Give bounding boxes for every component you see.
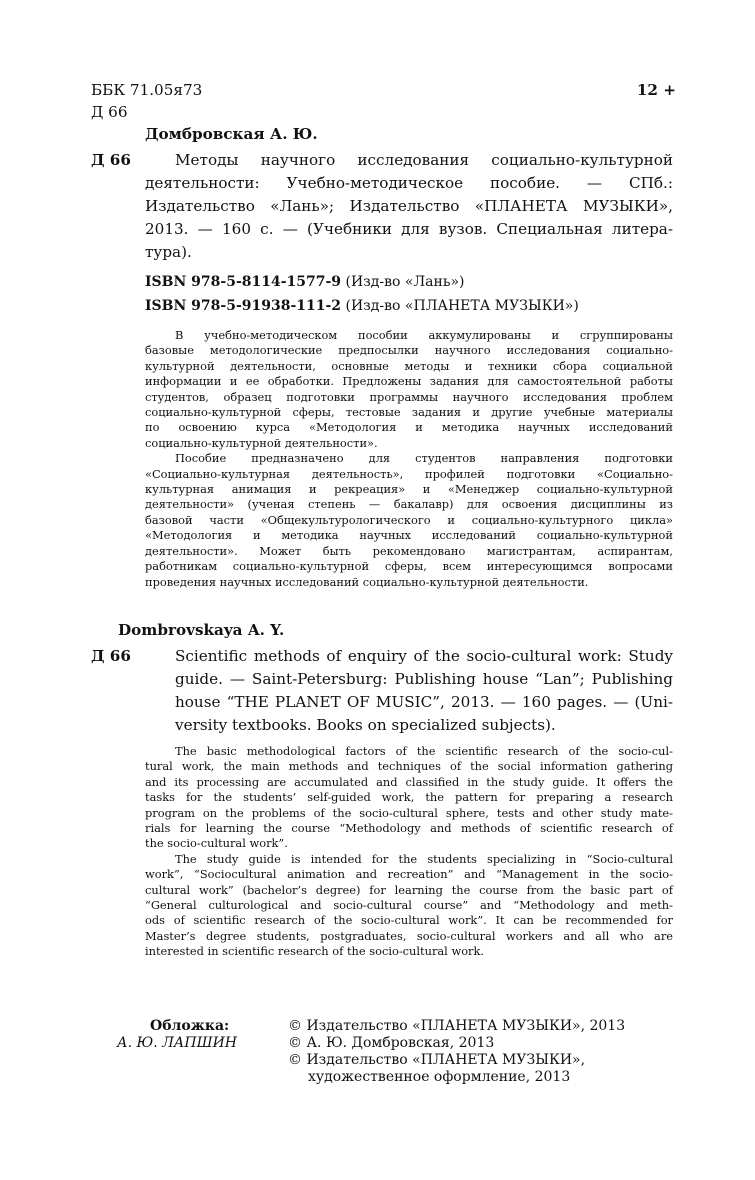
copyright-line: © Издательство «ПЛАНЕТА МУЗЫКИ», 2013 [288, 1018, 626, 1034]
copyright-block [288, 1018, 625, 1086]
abstract-line: cultural work” (bachelor’s degree) for learning the course from the basic part of [145, 882, 673, 897]
isbn-publisher: (Изд-во «ПЛАНЕТА МУЗЫКИ») [345, 298, 579, 314]
abstract-line: культурная анимация и рекреация» и «Менеджер социально-культурной [145, 482, 673, 497]
author-sign-top: Д 66 [91, 103, 128, 121]
abstract-line: деятельности» (ученая степень — бакалавр) для освоения дисциплины из [145, 497, 673, 512]
abstract-line: the socio-cultural work”. [145, 836, 288, 851]
abstract-line: Пособие предназначено для студентов направления подготовки [175, 451, 673, 466]
copyright-line: художественное оформление, 2013 [308, 1069, 571, 1085]
abstract-line: tasks for the students’ self-guided work, the pattern for preparing a research [145, 790, 673, 805]
abstract-line: социально-культурной деятельности». [145, 435, 378, 450]
cover-label: Обложка: [150, 1018, 230, 1034]
abstract-line: базовой части «Общекультурологического и социально-культурного цикла» [145, 512, 673, 527]
abstract-line: program on the problems of the socio-cultural sphere, tests and other study mate- [145, 805, 673, 820]
abstract-line: В учебно-методическом пособии аккумулированы и сгруппированы [175, 328, 673, 342]
abstract-line: студентов, образец подготовки программы научного исследования проблем [145, 389, 673, 404]
abstract-line: ods of scientific research of the socio-cultural work”. It can be recommended for [145, 913, 673, 928]
en-author-sign: Д 66 [91, 647, 131, 665]
abstract-line: The study guide is intended for the students specializing in “Socio-cultural [175, 851, 673, 866]
ru-author: Домбровская А. Ю. [145, 125, 318, 143]
abstract-line: and its processing are accumulated and classified in the study guide. It offers the [145, 774, 673, 789]
isbn-publisher: (Изд-во «Лань») [345, 274, 465, 290]
abstract-line: культурной деятельности, основные методы и техники сбора социальной [145, 358, 673, 373]
ru-abstract [145, 328, 673, 590]
en-biblio-line: guide. — Saint-Petersburg: Publishing house “Lan”; Publishing [175, 670, 673, 688]
abstract-line: interested in scientific research of the socio-cultural work. [145, 944, 485, 959]
en-biblio-line: versity textbooks. Books on specialized subjects). [175, 716, 556, 734]
abstract-line: работникам социально-культурной сферы, всем интересующимся вопросами [145, 559, 673, 574]
abstract-line: информации и ее обработки. Предложены задания для самостоятельной работы [145, 374, 673, 389]
en-author: Dombrovskaya A. Y. [118, 621, 285, 639]
abstract-line: социально-культурной сферы, тестовые задания и другие учебные материалы [145, 405, 673, 420]
age-rating: 12 + [636, 81, 676, 99]
abstract-line: по освоению курса «Методология и методика научных исследований [145, 420, 673, 435]
abstract-line: tural work, the main methods and techniques of the social information gathering [145, 759, 673, 774]
abstract-line: проведения научных исследований социально-культурной деятельности. [145, 574, 589, 589]
isbn-planet [145, 298, 579, 314]
abstract-line: work”, “Sociocultural animation and recreation” and “Management in the socio- [145, 867, 673, 882]
ru-bibliographic-description [145, 150, 673, 265]
isbn-number: ISBN 978-5-91938-111-2 [145, 298, 342, 314]
en-abstract [145, 744, 673, 960]
abstract-line: Master’s degree students, postgraduates, socio-cultural workers and all who are [145, 928, 673, 943]
bbk-code: ББК 71.05я73 [91, 81, 203, 99]
en-biblio-line: house “THE PLANET OF MUSIC”, 2013. — 160 pages. — (Uni- [175, 693, 673, 711]
ru-author-sign: Д 66 [91, 151, 131, 169]
en-biblio-line: Scientific methods of enquiry of the socio-cultural work: Study [175, 647, 673, 665]
ru-biblio-line: Издательство «Лань»; Издательство «ПЛАНЕТА МУЗЫКИ», [145, 197, 673, 215]
isbn-number: ISBN 978-5-8114-1577-9 [145, 274, 342, 290]
ru-biblio-line: Методы научного исследования социально-культурной [175, 151, 673, 169]
abstract-line: «Методология и методика научных исследований социально-культурной [145, 528, 673, 543]
abstract-line: деятельности». Может быть рекомендовано магистрантам, аспирантам, [145, 543, 673, 558]
en-bibliographic-description [175, 646, 673, 738]
abstract-line: rials for learning the course “Methodology and methods of scientific research of [145, 821, 673, 836]
copyright-line: © Издательство «ПЛАНЕТА МУЗЫКИ», [288, 1052, 586, 1068]
ru-biblio-line: тура). [145, 243, 192, 261]
abstract-line: “General culturological and socio-cultural course” and “Methodology and meth- [145, 898, 673, 913]
cover-artist: А. Ю. ЛАПШИН [117, 1035, 237, 1051]
abstract-line: The basic methodological factors of the scientific research of the socio-cul- [175, 744, 673, 758]
copyright-line: © А. Ю. Домбровская, 2013 [288, 1035, 495, 1051]
ru-biblio-line: 2013. — 160 с. — (Учебники для вузов. Специальная литера- [145, 220, 673, 238]
abstract-line: базовые методологические предпосылки научного исследования социально- [145, 343, 673, 358]
abstract-line: «Социально-культурная деятельность», профилей подготовки «Социально- [145, 466, 673, 481]
ru-biblio-line: деятельности: Учебно-методическое пособие. — СПб.: [145, 174, 673, 192]
isbn-lan [145, 274, 465, 290]
